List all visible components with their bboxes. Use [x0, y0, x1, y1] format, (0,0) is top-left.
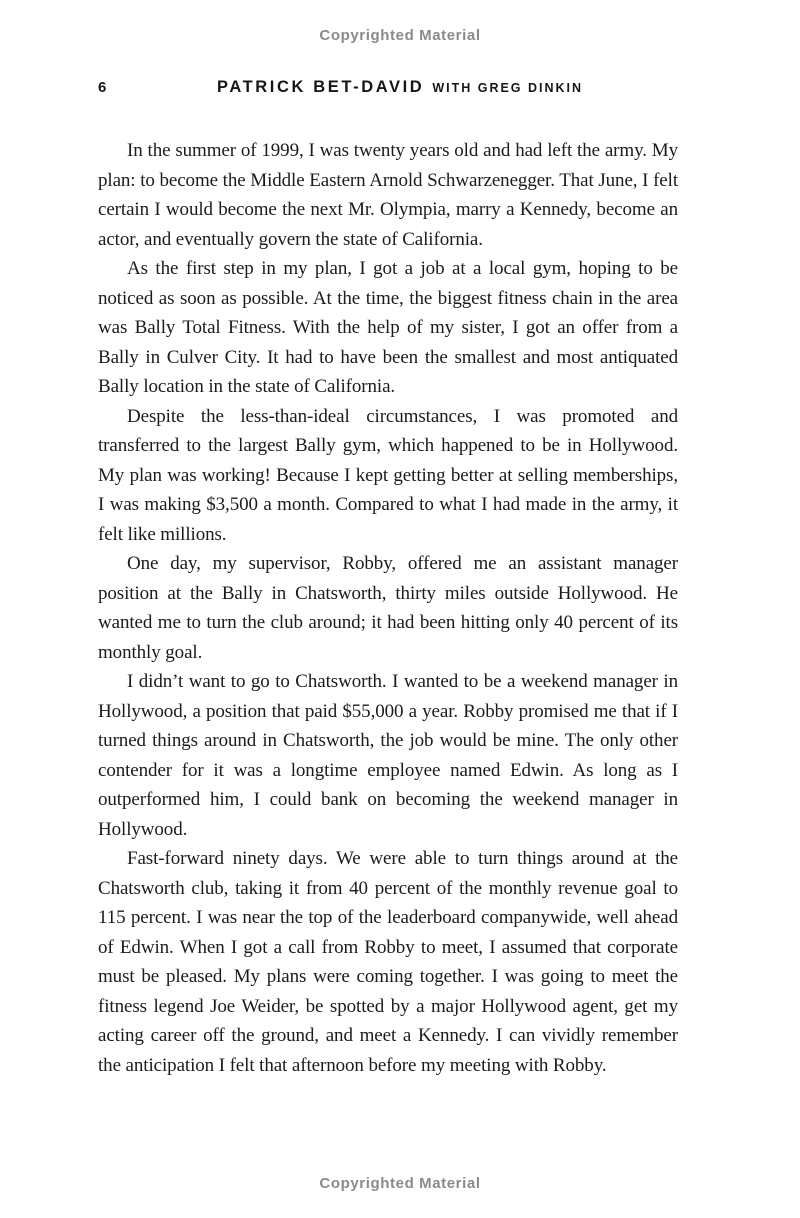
author-name: PATRICK BET-DAVID: [216, 78, 425, 96]
page-header: [0, 78, 800, 97]
coauthor-name: WITH GREG DINKIN: [432, 81, 584, 95]
page-number: 6: [98, 79, 107, 96]
paragraph: As the first step in my plan, I got a job at a local gym, hoping to be noticed as soon as possible. At the time, the biggest fitness chain in the area was Bally Total Fitness. With the help of my sister, I got an offer from a Bally in Culver City. It had to have been the smallest and most antiquated Bally location in the state of California.: [98, 258, 678, 397]
copyright-notice-top: Copyrighted Material: [319, 27, 481, 44]
running-head: [128, 78, 672, 97]
paragraph: In the summer of 1999, I was twenty years old and had left the army. My plan: to become the Middle Eastern Arnold Schwarzenegger. That June, I felt certain I would become the next Mr. Olympia, marry a Kennedy, become an actor, and eventually govern the state of California.: [98, 140, 678, 250]
paragraph: Fast-forward ninety days. We were able to turn things around at the Chatsworth club, taking it from 40 percent of the monthly revenue goal to 115 percent. I was near the top of the leaderboard companywide, well ahead of Edwin. When I got a call from Robby to meet, I assumed that corporate must be pleased. My plans were coming together. I was going to meet the fitness legend Joe Weider, be spotted by a major Hollywood agent, get my acting career off the ground, and meet a Kennedy. I can vividly remember the anticipation I felt that afternoon before my meeting with Robby.: [98, 848, 678, 1076]
paragraph: I didn’t want to go to Chatsworth. I wanted to be a weekend manager in Hollywood, a position that paid $55,000 a year. Robby promised me that if I turned things around in Chatsworth, the job would be mine. The only other contender for it was a longtime employee named Edwin. As long as I outperformed him, I could bank on becoming the weekend manager in Hollywood.: [98, 671, 678, 840]
paragraph: One day, my supervisor, Robby, offered me an assistant manager position at the Bally in Chatsworth, thirty miles outside Hollywood. He wanted me to turn the club around; it had been hitting only 40 percent of its monthly goal.: [98, 553, 678, 663]
paragraph: Despite the less-than-ideal circumstances, I was promoted and transferred to the largest Bally gym, which happened to be in Hollywood. My plan was working! Because I kept getting better at selling memberships, I was making $3,500 a month. Compared to what I had made in the army, it felt like millions.: [98, 405, 678, 545]
copyright-notice-bottom: Copyrighted Material: [319, 1175, 481, 1192]
body-text: [98, 136, 678, 1080]
